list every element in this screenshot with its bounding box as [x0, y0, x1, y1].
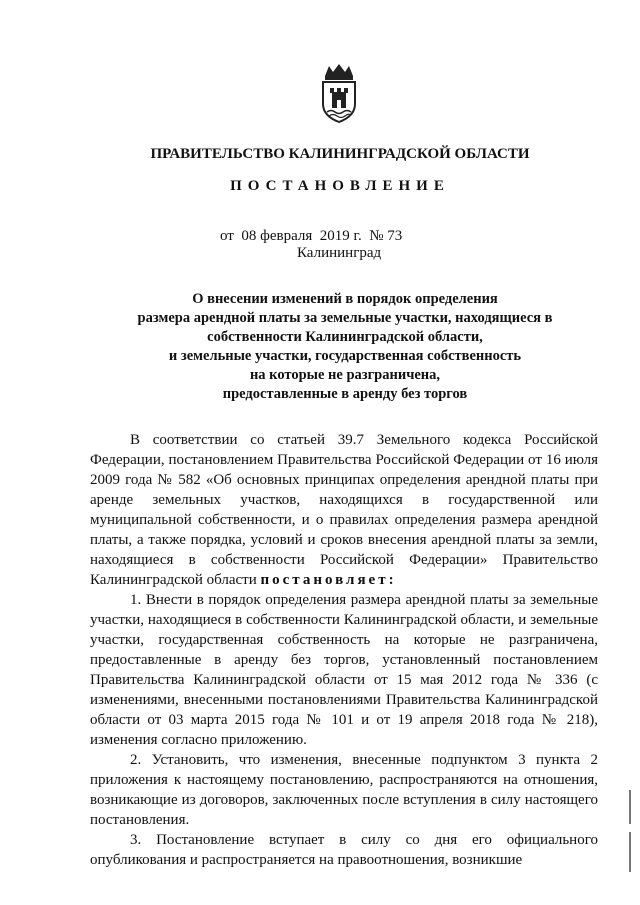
subject-line: собственности Калининградской области,	[207, 329, 483, 345]
paragraph-2: 2. Установить, что изменения, внесенные подпунктом 3 пункта 2 приложения к настоящему постановлению, распространяются на отношения, возникающие из договоров, заключенных после вступления в силу настоящего постановления.	[90, 752, 598, 828]
document-body	[90, 430, 598, 870]
city: Калининград	[297, 245, 382, 261]
document-number: № 73	[369, 228, 403, 244]
subject-line: размера арендной платы за земельные участки, находящиеся в	[137, 310, 553, 326]
kaliningrad-coat-of-arms-icon	[317, 62, 361, 124]
date-prefix: от	[220, 228, 234, 244]
government-title: ПРАВИТЕЛЬСТВО КАЛИНИНГРАДСКОЙ ОБЛАСТИ	[150, 146, 530, 162]
decree-word: постановляет:	[260, 572, 397, 588]
subject-title	[110, 290, 580, 404]
subject-line: и земельные участки, государственная собственность	[168, 348, 522, 364]
paragraph-1: 1. Внести в порядок определения размера арендной платы за земельные участки, находящиеся в собственности Калининградской области, и земельные участки, государственная собственность на которые не разграничена, предоставленные в аренду без торгов, установленный постановлением Правительства Калининградской области от 15 мая 2012 года № 336 (с изменениями, внесенными постановлениями Правительства Калининградской области от 03 марта 2015 года № 101 и от 19 апреля 2018 года № 218), изменения согласно приложению.	[90, 592, 598, 748]
intro-text: В соответствии со статьей 39.7 Земельного кодекса Российской Федерации, постановлением Правительства Российской Федерации от 16 июля 2009 года № 582 «Об основных принципах определения арендной платы при аренде земельных участков, находящихся в государственной или муниципальной собственности, и о правилах определения размера арендной платы, а также порядка, условий и сроков внесения арендной платы за земли, находящиеся в собственности Российской Федерации» Правительство Калининградской области	[90, 432, 598, 588]
date: 08 февраля	[241, 228, 313, 244]
subject-line: О внесении изменений в порядок определения	[192, 291, 498, 307]
subject-line: предоставленные в аренду без торгов	[222, 386, 468, 402]
subject-line: на которые не разграничена,	[249, 367, 441, 383]
scan-edge-mark	[629, 832, 631, 872]
intro-paragraph	[90, 430, 598, 590]
scan-edge-mark	[629, 790, 631, 824]
document-type: ПОСТАНОВЛЕНИЕ	[230, 178, 450, 194]
date-line	[220, 228, 402, 245]
year: 2019 г.	[319, 228, 362, 244]
paragraph-3: 3. Постановление вступает в силу со дня его официального опубликования и распространяется на правоотношения, возникшие	[90, 832, 598, 868]
